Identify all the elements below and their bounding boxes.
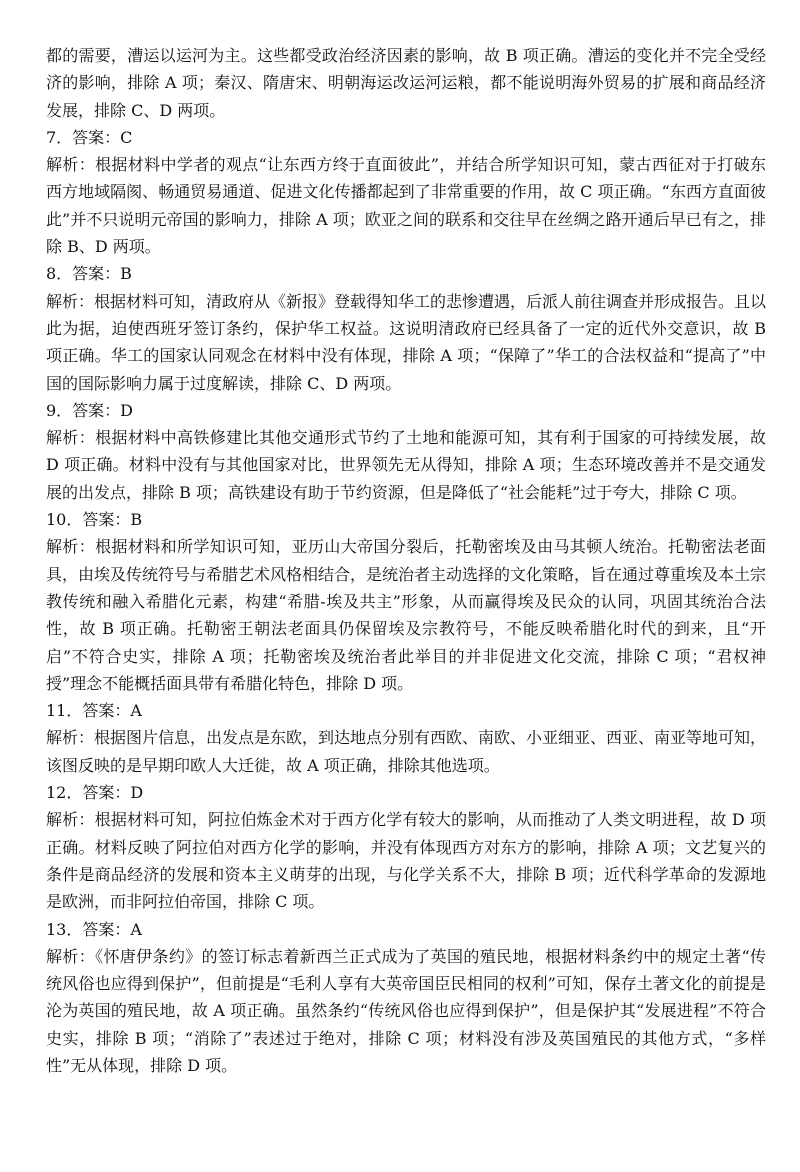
question-7-answer: 7．答案：C [46,127,133,147]
question-8-block [46,260,766,396]
question-12-answer: 12．答案：D [46,783,144,803]
question-11-answer: 11．答案：A [46,701,142,721]
question-12-analysis: 解析：根据材料可知，阿拉伯炼金术对于西方化学有较大的影响，从而推动了人类文明进程，故 D 项正确。材料反映了阿拉伯对西方化学的影响，并没有体现西方对东方的影响，排除 A 项；文艺复兴的条件是商品经济的发展和资本主义萌芽的出现，与化学关系不大，排除 B 项；近代科学革命的发源地是欧洲，而非阿拉伯帝国，排除 C 项。 [46,810,766,912]
question-13-analysis: 解析：《怀唐伊条约》的签订标志着新西兰正式成为了英国的殖民地，根据材料条约中的规定土著“传统风俗也应得到保护”，但前提是“毛利人享有大英帝国臣民相同的权利”可知，保存土著文化的前提是沦为英国的殖民地，故 A 项正确。虽然条约“传统风俗也应得到保护”，但是保护其“发展进程”不符合史实，排除 B 项；“消除了”表述过于绝对，排除 C 项；材料没有涉及英国殖民的其他方式，“多样性”无从体现，排除 D 项。 [46,946,766,1075]
question-12-block [46,779,766,915]
question-8-answer: 8．答案：B [46,264,132,284]
question-11-block [46,697,766,779]
question-10-block [46,506,766,697]
question-11-analysis: 解析：根据图片信息，出发点是东欧，到达地点分别有西欧、南欧、小亚细亚、西亚、南亚等地可知，该图反映的是早期印欧人大迁徙，故 A 项正确，排除其他选项。 [46,728,767,775]
question-9-analysis: 解析：根据材料中高铁修建比其他交通形式节约了土地和能源可知，其有利于国家的可持续发展，故 D 项正确。材料中没有与其他国家对比，世界领先无从得知，排除 A 项；生态环境改善并不是交通发展的出发点，排除 B 项；高铁建设有助于节约资源，但是降低了“社会能耗”过于夸大，排除 C 项。 [46,428,766,502]
question-9-block [46,397,766,506]
question-13-answer: 13．答案：A [46,919,142,939]
question-7-block [46,124,766,260]
question-8-analysis: 解析：根据材料可知，清政府从《新报》登载得知华工的悲惨遭遇，后派人前往调查并形成报告。且以此为据，迫使西班牙签订条约，保护华工权益。这说明清政府已经具备了一定的近代外交意识，故 B 项正确。华工的国家认同观念在材料中没有体现，排除 A 项；“保障了”华工的合法权益和“提高了”中国的国际影响力属于过度解读，排除 C、D 两项。 [46,291,767,393]
question-10-answer: 10．答案：B [46,510,143,530]
question-7-analysis: 解析：根据材料中学者的观点“让东西方终于直面彼此”，并结合所学知识可知，蒙古西征对于打破东西方地域隔阂、畅通贸易通道、促进文化传播都起到了非常重要的作用，故 C 项正确。“东西方直面彼此”并不只说明元帝国的影响力，排除 A 项；欧亚之间的联系和交往早在丝绸之路开通后早已有之，排除 B、D 两项。 [46,155,766,257]
question-13-block [46,916,766,1080]
question-9-answer: 9．答案：D [46,400,134,420]
question-10-analysis: 解析：根据材料和所学知识可知，亚历山大帝国分裂后，托勒密埃及由马其顿人统治。托勒密法老面具，由埃及传统符号与希腊艺术风格相结合，是统治者主动选择的文化策略，旨在通过尊重埃及本土宗教传统和融入希腊化元素，构建“希腊-埃及共主”形象，从而赢得埃及民众的认同，巩固其统治合法性，故 B 项正确。托勒密王朝法老面具仍保留埃及宗教符号，不能反映希腊化时代的到来，且“开启”不符合史实，排除 A 项；托勒密埃及统治者此举目的并非促进文化交流，排除 C 项；“君权神授”理念不能概括面具带有希腊化特色，排除 D 项。 [46,537,767,693]
intro-paragraph: 都的需要，漕运以运河为主。这些都受政治经济因素的影响，故 B 项正确。漕运的变化并不完全受经济的影响，排除 A 项；秦汉、隋唐宋、明朝海运改运河运粮，都不能说明海外贸易的扩展和商品经济发展，排除 C、D 两项。 [46,46,766,120]
